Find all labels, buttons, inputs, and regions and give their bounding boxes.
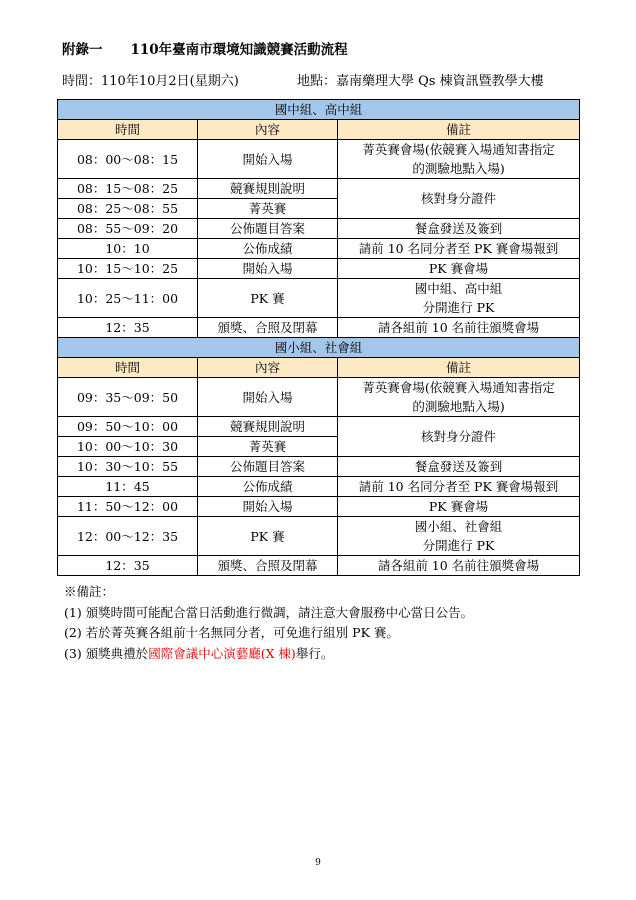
table-row [58,318,580,338]
appendix-label: 附錄一 [62,42,103,58]
note-cell: PK 賽會場 [338,497,580,517]
table-row [58,239,580,259]
column-header-note: 備註 [338,120,580,140]
note-item [64,644,473,665]
content-cell: 頒獎、合照及閉幕 [198,318,338,338]
note-cell [338,140,580,179]
table-row [58,417,580,437]
content-cell: 開始入場 [198,378,338,417]
column-header-time: 時間 [58,120,198,140]
note-line: 菁英賽會場(依競賽入場通知書指定 [362,142,555,157]
time-cell: 08：00～08：15 [58,140,198,179]
note-cell: 請前 10 名同分者至 PK 賽會場報到 [338,477,580,497]
note-cell [338,279,580,318]
event-meta [62,70,544,89]
note-cell: 請前 10 名同分者至 PK 賽會場報到 [338,239,580,259]
content-cell: 競賽規則說明 [198,179,338,199]
time-cell: 10：00～10：30 [58,437,198,457]
note-text: (3) 頒獎典禮於 [64,645,149,661]
time-cell: 10：15～10：25 [58,259,198,279]
content-cell: 菁英賽 [198,437,338,457]
time-cell: 10：30～10：55 [58,457,198,477]
content-cell: 開始入場 [198,259,338,279]
time-cell: 09：35～09：50 [58,378,198,417]
content-cell: PK 賽 [198,517,338,556]
note-cell: 核對身分證件 [338,179,580,219]
page-number: 9 [315,858,321,868]
note-line: 分開進行 PK [422,538,495,553]
group-header-row [58,338,580,358]
event-location: 地點：嘉南藥理大學 Qs 棟資訊暨教學大樓 [297,74,544,89]
note-line: 的測驗地點入場) [412,161,505,176]
time-cell: 08：25～08：55 [58,199,198,219]
table-row [58,556,580,576]
content-cell: 菁英賽 [198,199,338,219]
time-cell: 12：35 [58,318,198,338]
content-cell: 頒獎、合照及閉幕 [198,556,338,576]
content-cell: 競賽規則說明 [198,417,338,437]
venue-highlight: 國際會議中心演藝廳(X 棟) [148,645,296,661]
group-header-row [58,100,580,120]
note-line: 的測驗地點入場) [412,399,505,414]
column-header-note: 備註 [338,358,580,378]
table-row [58,279,580,318]
content-cell: 開始入場 [198,140,338,179]
content-cell: PK 賽 [198,279,338,318]
document-title: 110年臺南市環境知識競賽活動流程 [130,42,348,58]
note-line: 國小組、社會組 [414,519,503,534]
table-row [58,140,580,179]
page-title [62,38,348,58]
note-cell [338,378,580,417]
table-row [58,259,580,279]
note-line: 國中組、高中組 [414,281,503,296]
notes-heading: ※備註： [64,584,115,599]
note-line: 分開進行 PK [422,300,495,315]
note-cell: 餐盒發送及簽到 [338,219,580,239]
table-row [58,378,580,417]
content-cell: 開始入場 [198,497,338,517]
table-row [58,517,580,556]
note-cell: 餐盒發送及簽到 [338,457,580,477]
table-row [58,219,580,239]
note-text: 舉行。 [295,645,334,661]
group-title: 國小組、社會組 [58,338,580,358]
time-cell: 09：50～10：00 [58,417,198,437]
time-cell: 08：15～08：25 [58,179,198,199]
group-title: 國中組、高中組 [58,100,580,120]
time-cell: 11：45 [58,477,198,497]
content-cell: 公佈成績 [198,477,338,497]
column-header-content: 內容 [198,358,338,378]
table-row [58,477,580,497]
note-line: 菁英賽會場(依競賽入場通知書指定 [362,380,555,395]
content-cell: 公佈題目答案 [198,457,338,477]
note-cell: 請各組前 10 名前往頒獎會場 [338,556,580,576]
column-header-row [58,358,580,378]
time-cell: 12：00～12：35 [58,517,198,556]
table-row [58,497,580,517]
table-row [58,179,580,199]
column-header-row [58,120,580,140]
note-cell: PK 賽會場 [338,259,580,279]
schedule-table [57,99,580,576]
column-header-content: 內容 [198,120,338,140]
time-cell: 10：10 [58,239,198,259]
column-header-time: 時間 [58,358,198,378]
time-cell: 12：35 [58,556,198,576]
content-cell: 公佈題目答案 [198,219,338,239]
note-item: (1) 頒獎時間可能配合當日活動進行微調，請注意大會服務中心當日公告。 [64,604,474,620]
time-cell: 08：55～09：20 [58,219,198,239]
event-time: 時間：110年10月2日(星期六) [62,74,239,89]
note-cell: 請各組前 10 名前往頒獎會場 [338,318,580,338]
notes-section [64,582,473,664]
table-row [58,457,580,477]
time-cell: 10：25～11：00 [58,279,198,318]
note-item: (2) 若於菁英賽各組前十名無同分者，可免進行組別 PK 賽。 [64,625,399,640]
note-cell: 核對身分證件 [338,417,580,457]
note-cell [338,517,580,556]
content-cell: 公佈成績 [198,239,338,259]
time-cell: 11：50～12：00 [58,497,198,517]
